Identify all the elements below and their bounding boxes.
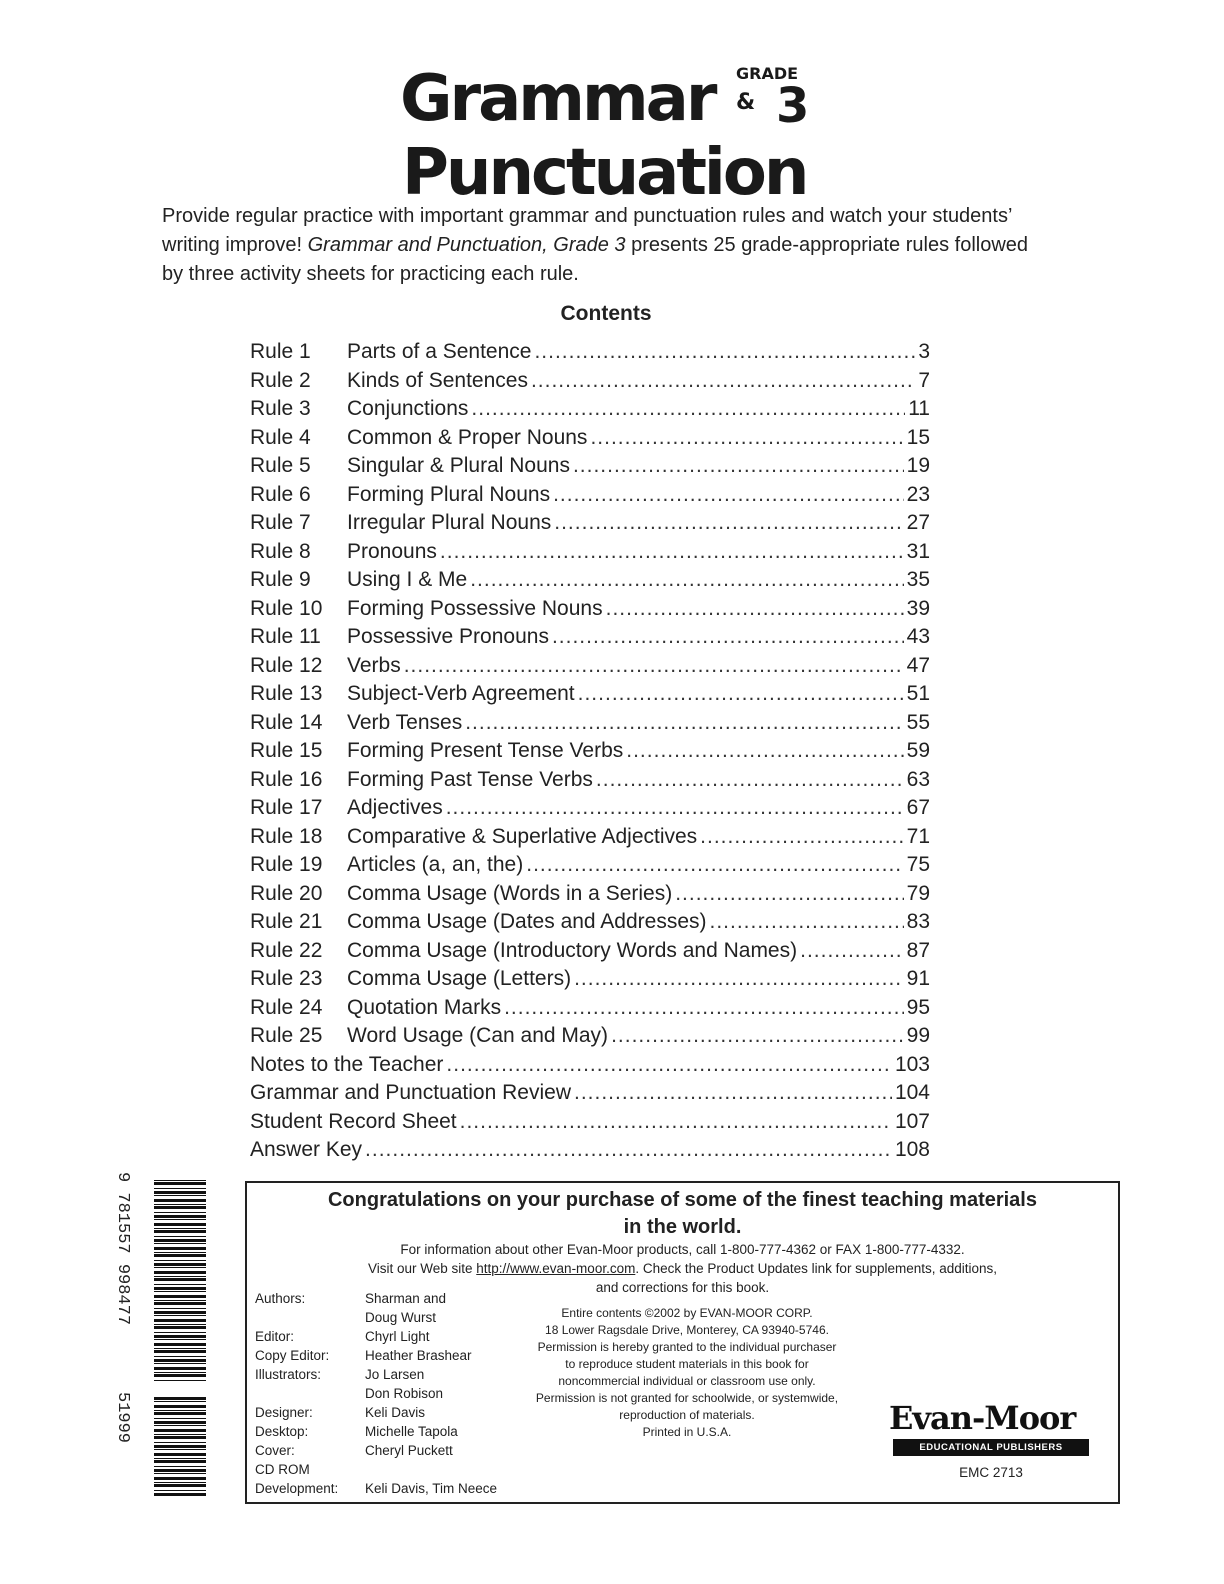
barcode-bar: [154, 1421, 206, 1424]
toc-rule-number: Rule 1: [250, 340, 311, 363]
credit-role: Illustrators:: [255, 1367, 322, 1382]
barcode-bar: [154, 1380, 206, 1381]
toc-title: Articles (a, an, the): [347, 853, 524, 876]
barcode-bar: [154, 1267, 206, 1268]
table-of-contents: [250, 340, 930, 1167]
toc-dot-leader: [534, 340, 915, 364]
toc-dot-leader: [626, 739, 903, 763]
credit-role: CD ROM: [255, 1462, 310, 1477]
barcode-bar: [154, 1302, 206, 1305]
credit-name: Don Robison: [365, 1386, 444, 1401]
toc-dot-leader: [471, 397, 905, 421]
barcode-bar: [154, 1182, 206, 1185]
credit-role: Copy Editor:: [255, 1348, 330, 1363]
toc-title: Forming Possessive Nouns: [347, 596, 603, 620]
barcode-bar: [154, 1223, 206, 1226]
credit-entry: [255, 1403, 515, 1422]
toc-dot-leader: [526, 853, 903, 877]
toc-rule-number: Rule 17: [250, 796, 323, 819]
toc-dot-leader: [552, 625, 904, 649]
copyright-line: Entire contents ©2002 by EVAN-MOOR CORP.: [561, 1306, 813, 1320]
toc-entry: [250, 540, 930, 569]
credit-names: [365, 1403, 515, 1422]
toc-entry: [250, 1081, 930, 1110]
barcode-bar: [154, 1300, 206, 1301]
toc-rule-number: Rule 9: [250, 568, 311, 591]
toc-entry: [250, 568, 930, 597]
barcode-bar: [154, 1228, 206, 1229]
toc-dot-leader: [504, 996, 904, 1020]
copyright-line: reproduction of materials.: [619, 1408, 755, 1422]
barcode: [113, 1172, 210, 1502]
toc-rule-number: Rule 20: [250, 881, 323, 905]
toc-page-number: 91: [906, 967, 930, 990]
toc-page-number: 79: [906, 881, 930, 905]
barcode-bar: [154, 1287, 206, 1290]
barcode-bar: [154, 1429, 206, 1432]
barcode-bar: [154, 1367, 206, 1370]
toc-title: Common & Proper Nouns: [347, 425, 588, 449]
toc-rule-number: Rule 6: [250, 482, 311, 506]
barcode-bar: [154, 1263, 206, 1266]
toc-entry: [250, 454, 930, 483]
toc-title: Parts of a Sentence: [347, 340, 532, 363]
credit-role: Cover:: [255, 1443, 295, 1458]
barcode-bar: [154, 1477, 206, 1480]
toc-title: Irregular Plural Nouns: [347, 511, 552, 534]
toc-entry: [250, 796, 930, 825]
credit-name: Jo Larsen: [365, 1367, 425, 1382]
toc-title: Grammar and Punctuation Review: [250, 1081, 571, 1104]
barcode-bar: [154, 1271, 206, 1274]
toc-title: Forming Present Tense Verbs: [347, 739, 624, 762]
barcode-bar: [154, 1363, 206, 1364]
toc-entry: [250, 483, 930, 512]
barcode-bar: [154, 1319, 206, 1322]
toc-dot-leader: [440, 540, 904, 564]
barcode-bar: [154, 1219, 206, 1220]
toc-page-number: 43: [906, 625, 930, 648]
barcode-bar: [154, 1412, 206, 1415]
barcode-bar: [154, 1453, 206, 1456]
toc-dot-leader: [573, 454, 904, 478]
credit-entry: [255, 1289, 515, 1327]
toc-title: Possessive Pronouns: [347, 625, 549, 648]
barcode-bar: [154, 1191, 206, 1194]
intro-text-2: presents 25 grade-appropriate rules followed by three activity sheets for practicing each rule.: [162, 234, 1029, 285]
congrats-heading: [247, 1187, 1118, 1241]
barcode-bar: [154, 1212, 206, 1213]
credit-name: Doug Wurst: [365, 1310, 437, 1325]
barcode-bar: [154, 1356, 206, 1357]
credit-names: [365, 1365, 515, 1403]
toc-title: Word Usage (Can and May): [347, 1024, 609, 1047]
logo-wordmark: Evan-Moor: [889, 1399, 1076, 1437]
toc-dot-leader: [404, 654, 904, 678]
toc-rule-number: Rule 4: [250, 425, 311, 449]
toc-dot-leader: [590, 426, 903, 450]
toc-dot-leader: [531, 369, 915, 393]
credit-entry: [255, 1365, 515, 1403]
toc-rule-number: Rule 16: [250, 767, 323, 791]
toc-title: Adjectives: [347, 796, 443, 819]
toc-entry: [250, 739, 930, 768]
toc-page-number: 87: [906, 938, 930, 962]
barcode-bar: [154, 1243, 206, 1244]
toc-entry: [250, 654, 930, 683]
barcode-bar: [154, 1204, 206, 1205]
barcode-bar: [154, 1418, 206, 1419]
toc-rule-number: Rule 19: [250, 853, 323, 876]
barcode-bar: [154, 1490, 206, 1491]
credit-name: Heather Brashear: [365, 1348, 472, 1363]
barcode-bar: [154, 1445, 206, 1448]
barcode-bar: [154, 1359, 206, 1362]
toc-title: Student Record Sheet: [250, 1109, 457, 1133]
contents-heading: Contents: [560, 302, 652, 325]
title-grammar: Grammar: [400, 62, 715, 136]
credit-entry: [255, 1422, 515, 1441]
toc-dot-leader: [446, 1053, 892, 1077]
congrats-line-1: Congratulations on your purchase of some of the finest teaching materials: [327, 1189, 1037, 1211]
toc-entry: [250, 996, 930, 1025]
barcode-bar: [154, 1206, 206, 1209]
toc-entry: [250, 711, 930, 740]
barcode-bar: [154, 1239, 206, 1242]
title-punctuation: Punctuation: [402, 136, 807, 210]
credit-entry: [255, 1346, 515, 1365]
credit-names: [365, 1441, 515, 1460]
barcode-bar: [154, 1473, 206, 1474]
intro-text-1: Provide regular practice with important grammar and punctuation rules and watch your students’ writing improve!: [162, 205, 1012, 256]
website-prefix: Visit our Web site: [367, 1261, 477, 1276]
toc-rule-number: Rule 7: [250, 511, 311, 534]
credit-name: Sharman and: [365, 1291, 447, 1306]
toc-rule-number: Rule 13: [250, 682, 323, 705]
credit-names: [365, 1422, 515, 1441]
credit-name: Chyrl Light: [365, 1329, 430, 1344]
barcode-bar: [154, 1278, 206, 1281]
toc-dot-leader: [710, 910, 904, 934]
toc-title: Comma Usage (Letters): [347, 967, 572, 990]
toc-dot-leader: [574, 1081, 892, 1105]
toc-dot-leader: [800, 939, 904, 963]
toc-page-number: 19: [906, 454, 930, 477]
toc-page-number: 63: [906, 767, 930, 791]
toc-entry: [250, 597, 930, 626]
toc-title: Comma Usage (Dates and Addresses): [347, 910, 707, 933]
toc-dot-leader: [554, 511, 903, 535]
credit-names: [365, 1460, 515, 1479]
barcode-bar: [154, 1254, 206, 1257]
toc-entry: [250, 939, 930, 968]
credit-name: Cheryl Puckett: [365, 1443, 453, 1458]
toc-title: Conjunctions: [347, 397, 469, 420]
credit-entry: [255, 1479, 515, 1498]
title-ampersand: &: [736, 90, 756, 115]
copyright-line: to reproduce student materials in this book for: [565, 1357, 809, 1371]
barcode-bar: [154, 1326, 206, 1329]
barcode-bar: [154, 1180, 206, 1181]
toc-page-number: 99: [906, 1024, 930, 1047]
toc-rule-number: Rule 18: [250, 824, 323, 848]
toc-entry: [250, 825, 930, 854]
toc-title: Quotation Marks: [347, 995, 502, 1019]
toc-entry: [250, 853, 930, 882]
toc-entry: [250, 682, 930, 711]
publisher-info-box: [245, 1181, 1120, 1504]
barcode-bar: [154, 1315, 206, 1316]
barcode-bar: [154, 1469, 206, 1472]
toc-page-number: 3: [918, 340, 930, 363]
barcode-bar: [154, 1436, 206, 1439]
credit-names: [365, 1346, 515, 1365]
toc-page-number: 31: [906, 539, 930, 563]
toc-page-number: 15: [906, 425, 930, 449]
toc-dot-leader: [578, 682, 904, 706]
toc-page-number: 11: [908, 397, 930, 420]
toc-dot-leader: [446, 796, 904, 820]
toc-page-number: 35: [906, 568, 930, 591]
toc-title: Using I & Me: [347, 568, 468, 591]
toc-title: Comma Usage (Introductory Words and Names): [347, 938, 798, 962]
website-info: [247, 1260, 1118, 1278]
toc-entry: [250, 397, 930, 426]
toc-entry: [250, 967, 930, 996]
barcode-bar: [154, 1339, 206, 1340]
barcode-bar: [154, 1230, 206, 1233]
barcode-bar: [154, 1276, 206, 1277]
barcode-price-digits: 51999: [113, 1392, 132, 1444]
logo-tagline: EDUCATIONAL PUBLISHERS: [893, 1439, 1089, 1456]
toc-dot-leader: [596, 768, 904, 792]
toc-title: Answer Key: [250, 1138, 363, 1161]
toc-entry: [250, 1138, 930, 1167]
barcode-bar: [154, 1332, 206, 1333]
toc-entry: [250, 369, 930, 398]
barcode-bar: [154, 1311, 206, 1314]
barcode-bar: [154, 1374, 206, 1377]
toc-title: Singular & Plural Nouns: [347, 454, 570, 477]
barcode-bar: [154, 1284, 206, 1285]
toc-rule-number: Rule 12: [250, 653, 323, 677]
toc-page-number: 27: [906, 511, 930, 534]
toc-rule-number: Rule 11: [250, 625, 321, 648]
website-suffix: . Check the Product Updates link for supplements, additions,: [635, 1261, 998, 1276]
barcode-bar: [154, 1442, 206, 1443]
toc-page-number: 7: [918, 368, 930, 392]
toc-dot-leader: [574, 967, 904, 991]
toc-rule-number: Rule 24: [250, 995, 323, 1019]
toc-rule-number: Rule 15: [250, 739, 323, 762]
barcode-bar: [154, 1493, 206, 1496]
toc-entry: [250, 882, 930, 911]
evan-moor-logo: [889, 1399, 1093, 1459]
copyright-notice: [507, 1305, 867, 1441]
toc-entry: [250, 1024, 930, 1053]
copyright-line: noncommercial individual or classroom use only.: [558, 1374, 816, 1388]
barcode-bar: [154, 1434, 206, 1435]
credit-name: Michelle Tapola: [365, 1424, 458, 1439]
barcode-isbn-digits: 9 781557 998477: [113, 1172, 132, 1326]
credits-list: [255, 1289, 515, 1498]
toc-title: Comma Usage (Words in a Series): [347, 881, 673, 905]
contact-info: For information about other Evan-Moor products, call 1-800-777-4362 or FAX 1-800-777-4332.: [400, 1242, 965, 1257]
toc-title: Comparative & Superlative Adjectives: [347, 824, 698, 848]
book-title: [400, 62, 820, 210]
credit-names: [365, 1327, 515, 1346]
credit-role: Development:: [255, 1481, 339, 1496]
toc-page-number: 95: [906, 995, 930, 1019]
toc-page-number: 107: [894, 1109, 930, 1133]
toc-dot-leader: [470, 568, 903, 592]
toc-page-number: 39: [906, 596, 930, 620]
toc-entry: [250, 426, 930, 455]
toc-title: Verbs: [347, 653, 401, 677]
toc-title: Notes to the Teacher: [250, 1052, 444, 1076]
toc-page-number: 83: [906, 910, 930, 933]
toc-entry: [250, 910, 930, 939]
credit-entry: [255, 1441, 515, 1460]
barcode-bar: [154, 1236, 206, 1237]
barcode-bar: [154, 1350, 206, 1353]
toc-rule-number: Rule 8: [250, 539, 311, 563]
barcode-bar: [154, 1195, 206, 1196]
barcode-bar: [154, 1348, 206, 1349]
toc-title: Kinds of Sentences: [347, 368, 528, 392]
corrections-info: and corrections for this book.: [595, 1280, 770, 1295]
toc-title: Forming Past Tense Verbs: [347, 767, 593, 791]
toc-page-number: 103: [894, 1052, 930, 1076]
barcode-bar: [154, 1449, 206, 1450]
toc-page-number: 71: [906, 824, 930, 848]
toc-dot-leader: [700, 825, 903, 849]
toc-page-number: 47: [906, 653, 930, 677]
toc-rule-number: Rule 5: [250, 454, 311, 477]
barcode-bar: [154, 1215, 206, 1218]
intro-paragraph: [162, 202, 1042, 289]
barcode-bar: [154, 1260, 206, 1261]
credit-name: Keli Davis: [365, 1405, 426, 1420]
toc-dot-leader: [606, 597, 904, 621]
toc-page-number: 59: [906, 739, 930, 762]
barcode-bar: [154, 1410, 206, 1411]
toc-rule-number: Rule 23: [250, 967, 323, 990]
toc-dot-leader: [675, 882, 903, 906]
credit-role: Desktop:: [255, 1424, 309, 1439]
credit-role: Designer:: [255, 1405, 313, 1420]
toc-dot-leader: [365, 1138, 892, 1162]
toc-page-number: 104: [894, 1081, 930, 1104]
barcode-bar: [154, 1199, 206, 1202]
toc-rule-number: Rule 10: [250, 596, 323, 620]
barcode-bar: [154, 1308, 206, 1309]
barcode-bar: [154, 1425, 206, 1426]
toc-page-number: 55: [906, 710, 930, 734]
congrats-line-2: in the world.: [623, 1216, 742, 1238]
toc-rule-number: Rule 3: [250, 397, 311, 420]
toc-rule-number: Rule 25: [250, 1024, 323, 1047]
credit-names: [365, 1479, 515, 1498]
barcode-bar: [154, 1397, 206, 1400]
toc-entry: [250, 511, 930, 540]
toc-rule-number: Rule 14: [250, 710, 323, 734]
grade-label: GRADE: [736, 64, 799, 83]
toc-dot-leader: [460, 1110, 892, 1134]
credit-names: [365, 1289, 515, 1327]
toc-dot-leader: [465, 711, 903, 735]
toc-rule-number: Rule 22: [250, 938, 323, 962]
barcode-bar: [154, 1405, 206, 1408]
toc-page-number: 23: [906, 482, 930, 506]
toc-rule-number: Rule 21: [250, 910, 323, 933]
barcode-bar: [154, 1247, 206, 1250]
intro-book-title: Grammar and Punctuation, Grade 3: [307, 234, 626, 256]
website-link[interactable]: http://www.evan-moor.com: [476, 1261, 636, 1276]
product-code: EMC 2713: [959, 1465, 1023, 1480]
barcode-bar: [154, 1460, 206, 1463]
toc-rule-number: Rule 2: [250, 368, 311, 392]
barcode-bar: [154, 1482, 206, 1483]
toc-title: Pronouns: [347, 539, 437, 563]
toc-dot-leader: [553, 483, 904, 507]
toc-title: Subject-Verb Agreement: [347, 682, 575, 705]
credit-entry: [255, 1327, 515, 1346]
toc-page-number: 67: [906, 796, 930, 819]
toc-page-number: 75: [906, 853, 930, 876]
barcode-bar: [154, 1324, 206, 1325]
barcode-bar: [154, 1484, 206, 1487]
barcode-bar: [154, 1295, 206, 1298]
grade-number: 3: [776, 78, 810, 134]
barcode-bar: [154, 1335, 206, 1338]
copyright-line: 18 Lower Ragsdale Drive, Monterey, CA 93940-5746.: [545, 1323, 829, 1337]
toc-entry: [250, 1110, 930, 1139]
barcode-bar: [154, 1252, 206, 1253]
credit-entry: [255, 1460, 515, 1479]
toc-entry: [250, 340, 930, 369]
toc-entry: [250, 768, 930, 797]
credit-role: Authors:: [255, 1291, 306, 1306]
credit-name: Keli Davis, Tim Neece: [365, 1481, 498, 1496]
toc-dot-leader: [611, 1024, 904, 1048]
copyright-line: Permission is hereby granted to the individual purchaser: [537, 1340, 837, 1354]
credit-role: Editor:: [255, 1329, 295, 1344]
barcode-bar: [154, 1401, 206, 1402]
barcode-bar: [154, 1188, 206, 1189]
toc-entry: [250, 625, 930, 654]
barcode-bar: [154, 1291, 206, 1292]
toc-page-number: 51: [906, 682, 930, 705]
barcode-bar: [154, 1343, 206, 1346]
barcode-bar: [154, 1372, 206, 1373]
copyright-line: Printed in U.S.A.: [642, 1425, 732, 1439]
toc-title: Forming Plural Nouns: [347, 482, 551, 506]
toc-entry: [250, 1053, 930, 1082]
barcode-bars: [120, 1172, 210, 1502]
barcode-bar: [154, 1466, 206, 1467]
toc-title: Verb Tenses: [347, 710, 463, 734]
copyright-line: Permission is not granted for schoolwide, or systemwide,: [535, 1391, 839, 1405]
barcode-bar: [154, 1458, 206, 1459]
toc-page-number: 108: [894, 1138, 930, 1161]
